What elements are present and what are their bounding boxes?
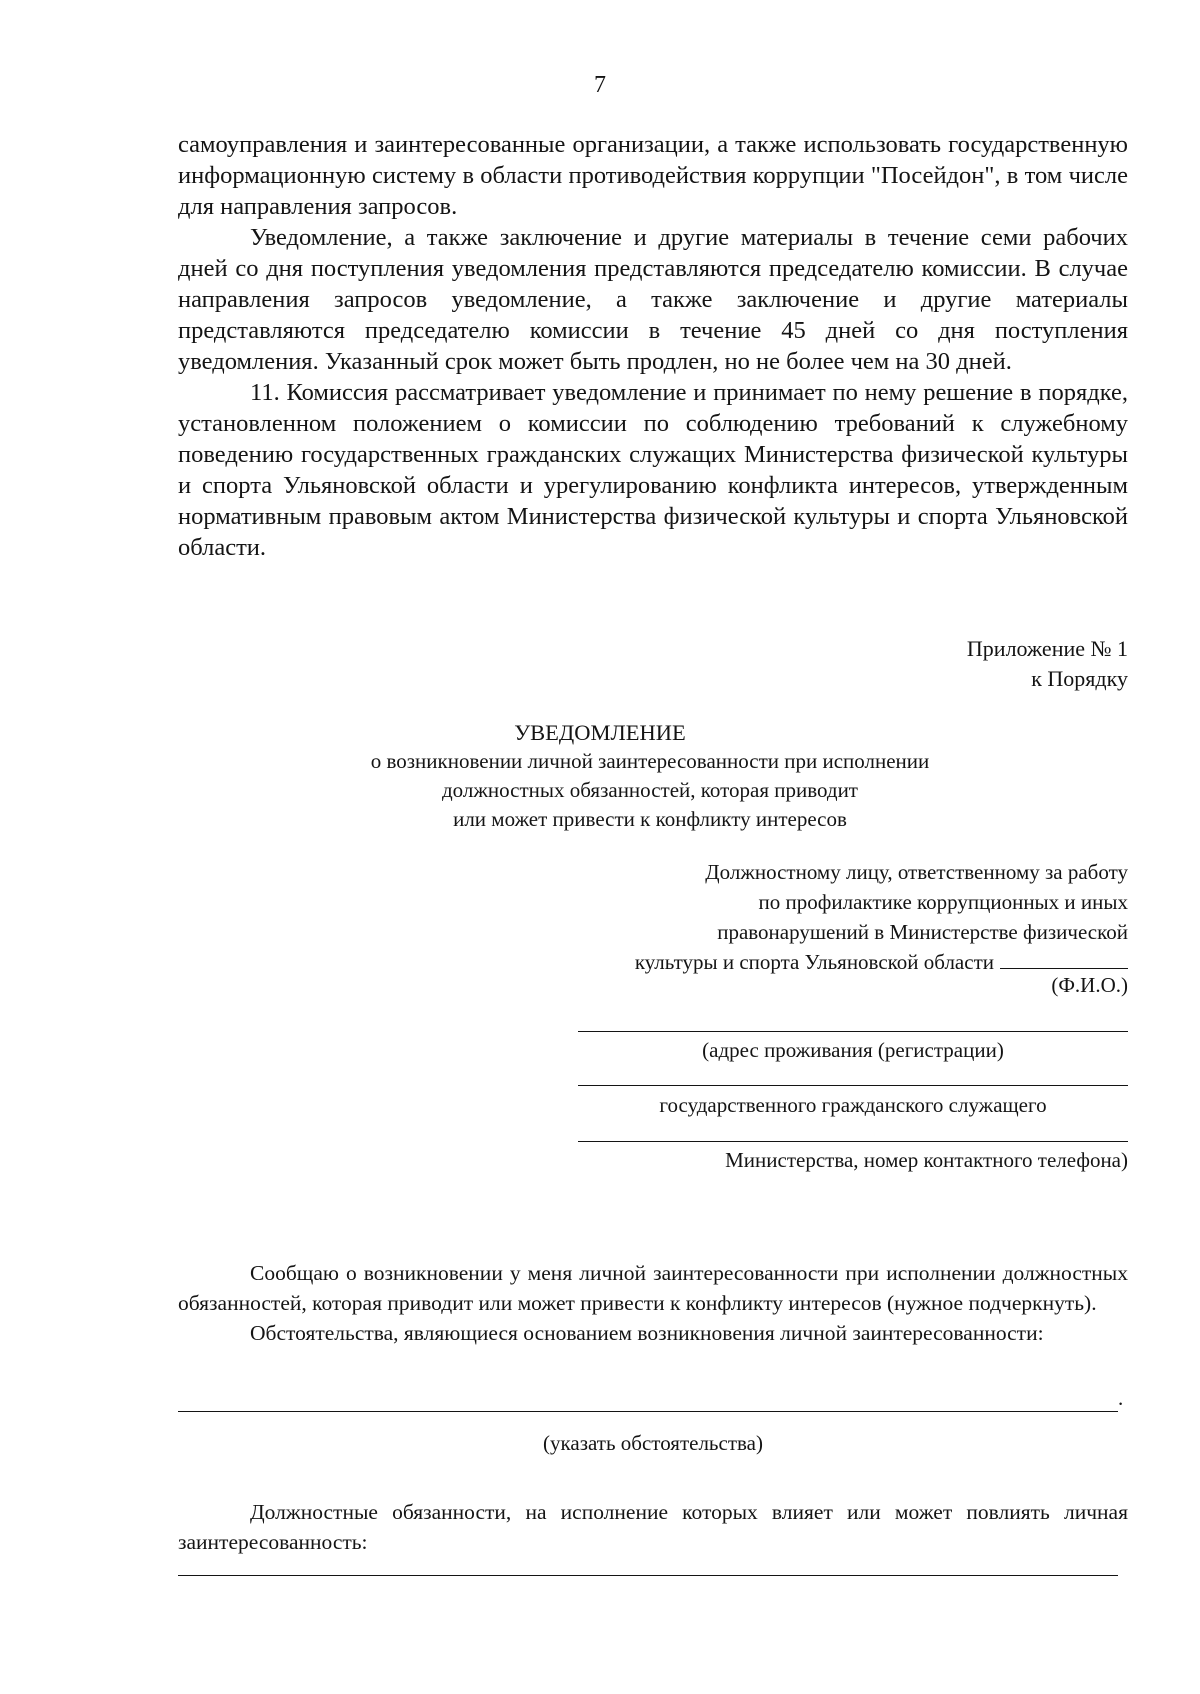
ministry-phone-field[interactable]	[578, 1141, 1128, 1142]
addressee-line: правонарушений в Министерстве физической	[717, 920, 1128, 944]
paragraph-notice-deadlines: Уведомление, а также заключение и другие материалы в течение семи рабочих дней со дня поступления уведомления представляются председателю комиссии. В случае направления запросов уведомление, а также заключение и другие материалы представляются председателю комиссии в течение 45 дней со дня поступления уведомления. Указанный срок может быть продлен, но не более чем на 30 дней.	[178, 224, 1128, 375]
servant-caption: государственного гражданского служащего	[659, 1093, 1047, 1117]
addressee-line: культуры и спорта Ульяновской области	[634, 950, 994, 974]
ministry-phone-caption: Министерства, номер контактного телефона)	[725, 1148, 1128, 1172]
notice-subtitle-line: или может привести к конфликту интересов	[453, 807, 847, 831]
addressee-block	[508, 857, 1128, 977]
notice-subtitle	[0, 747, 1200, 834]
duties-field[interactable]	[178, 1575, 1118, 1576]
appendix-number: Приложение № 1	[966, 636, 1128, 661]
report-paragraph: Сообщаю о возникновении у меня личной заинтересованности при исполнении должностных обязанностей, которая приводит или может привести к конфликту интересов (нужное подчеркнуть).	[178, 1261, 1128, 1315]
paragraph-continuation: самоуправления и заинтересованные организации, а также использовать государственную информационную систему в области противодействия коррупции "Посейдон", в том числе для направления запросов.	[178, 131, 1128, 220]
appendix-order: к Порядку	[1031, 666, 1128, 691]
notice-title: УВЕДОМЛЕНИЕ	[514, 720, 686, 745]
body-text	[178, 129, 1128, 563]
addressee-line-with-blank	[508, 947, 1128, 977]
paragraph-commission-review: 11. Комиссия рассматривает уведомление и принимает по нему решение в порядке, установленном положением о комиссии по соблюдению требований к служебному поведению государственных гражданских служащих Министерства физической культуры и спорта Ульяновской области и урегулированию конфликта интересов, утвержденным нормативным правовым актом Министерства физической культуры и спорта Ульяновской области.	[178, 379, 1128, 561]
circumstances-paragraph: Обстоятельства, являющиеся основанием возникновения личной заинтересованности:	[250, 1321, 1044, 1345]
official-name-field[interactable]	[1000, 950, 1128, 969]
fio-caption: (Ф.И.О.)	[1051, 973, 1128, 997]
addressee-line: Должностному лицу, ответственному за работу	[705, 860, 1128, 884]
circumstances-field[interactable]	[178, 1411, 1118, 1412]
address-field[interactable]	[578, 1031, 1128, 1032]
circumstances-caption: (указать обстоятельства)	[543, 1431, 763, 1455]
address-caption: (адрес проживания (регистрации)	[702, 1038, 1004, 1062]
servant-field[interactable]	[578, 1085, 1128, 1086]
notice-subtitle-line: о возникновении личной заинтересованности при исполнении	[370, 749, 930, 773]
addressee-line: по профилактике коррупционных и иных	[758, 890, 1128, 914]
page-number: 7	[594, 72, 606, 98]
duties-paragraph: Должностные обязанности, на исполнение которых влияет или может повлиять личная заинтересованность:	[178, 1500, 1128, 1554]
circumstances-period: .	[1118, 1386, 1124, 1410]
duties-text	[178, 1497, 1128, 1557]
report-text	[178, 1258, 1128, 1348]
notice-subtitle-line: должностных обязанностей, которая приводит	[442, 778, 858, 802]
appendix-reference	[967, 634, 1128, 694]
